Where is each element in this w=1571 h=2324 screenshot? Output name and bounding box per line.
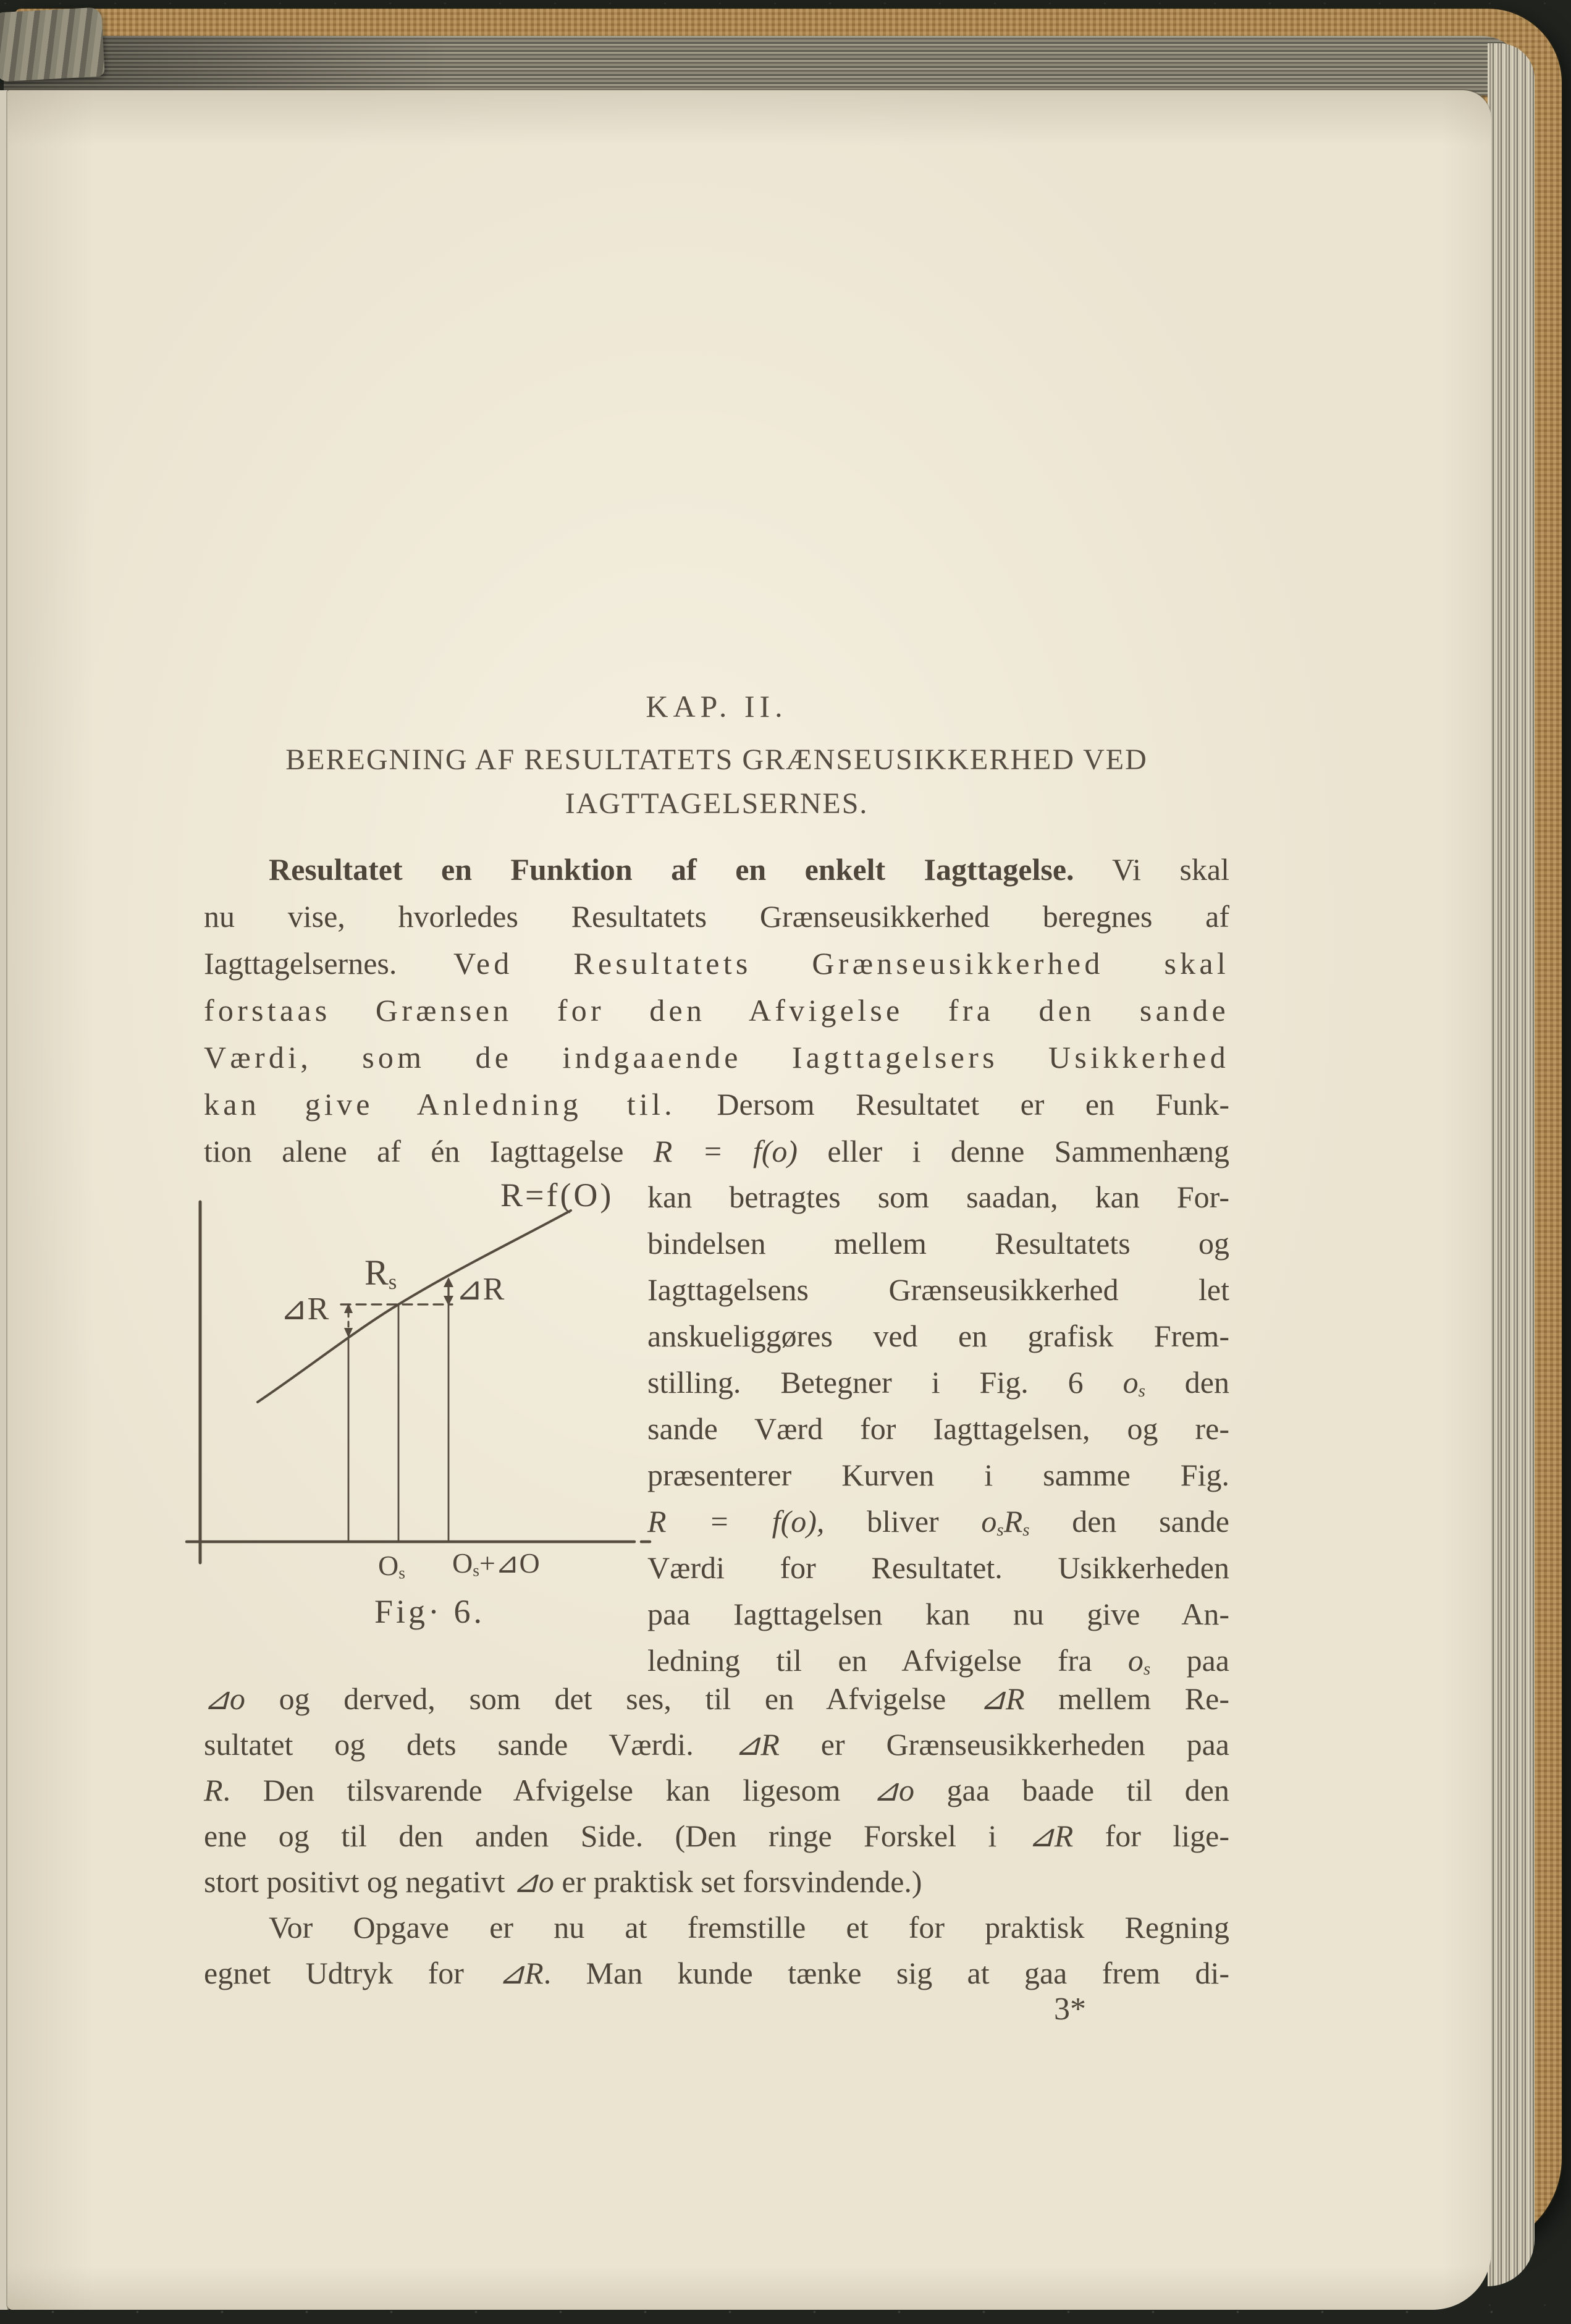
text-segment: ledning til en Afvigelse fra xyxy=(647,1643,1128,1678)
osdo-subscript: s xyxy=(473,1560,479,1580)
paragraph-beside-figure xyxy=(647,1174,1229,1684)
text-segment: den xyxy=(1145,1365,1229,1400)
text-segment: Iagttagelsernes. xyxy=(204,946,453,981)
figure-curve-label: R=f(O) xyxy=(500,1177,614,1214)
text-segment: ⊿o xyxy=(512,1864,554,1899)
text-segment: bliver xyxy=(824,1504,982,1539)
text-segment: Dersom Resultatet er en Funk- xyxy=(675,1087,1229,1122)
chapter-title-line2: IAGTTAGELSERNES. xyxy=(565,787,869,820)
text-line xyxy=(204,1081,1229,1128)
text-line xyxy=(204,1904,1229,1950)
text-line xyxy=(647,1174,1229,1220)
text-segment: Vor Opgave er nu at fremstille et for praktisk Regning xyxy=(269,1910,1229,1945)
text-segment: præsenterer Kurven i samme Fig. xyxy=(647,1458,1229,1492)
text-segment: stort positivt og negativt xyxy=(204,1864,513,1899)
text-segment: R = f(o), xyxy=(647,1504,825,1539)
text-segment: Vi skal xyxy=(1074,852,1229,887)
text-segment: eller i denne Sammenhæng xyxy=(798,1134,1229,1168)
text-line xyxy=(647,1452,1229,1498)
text-segment: ene og til den anden Side. (Den ringe Forskel i xyxy=(204,1819,1029,1853)
text-segment: og derved, som det ses, til en Afvigelse xyxy=(245,1681,980,1716)
figure-delta-r-right-label: ⊿R xyxy=(456,1272,505,1307)
text-line xyxy=(204,1813,1229,1859)
lead-paragraph xyxy=(204,846,1229,1175)
text-segment: er praktisk set forsvindende.) xyxy=(554,1864,922,1899)
text-segment: . Man kunde tænke sig at gaa frem di- xyxy=(543,1956,1229,1990)
text-segment: Iagttagelsens Grænseusikkerhed let xyxy=(647,1272,1229,1307)
text-line xyxy=(204,1034,1229,1081)
os-subscript: s xyxy=(398,1563,405,1582)
text-segment: kan give Anledning til. xyxy=(204,1087,676,1122)
chapter-number: KAP. II. xyxy=(646,689,788,724)
text-line xyxy=(647,1545,1229,1591)
text-line xyxy=(204,1767,1229,1813)
text-segment: egnet Udtryk for xyxy=(204,1956,499,1990)
text-segment: Værdi, som de indgaaende Iagttagelsers Usikkerhed xyxy=(204,1040,1229,1075)
page-edges-top xyxy=(4,36,1525,95)
text-segment: ⊿o xyxy=(204,1681,245,1716)
text-segment: bindelsen mellem Resultatets og xyxy=(647,1226,1229,1261)
figure-rs-label xyxy=(364,1255,397,1293)
page-edges-right xyxy=(1488,43,1535,2286)
text-segment: anskueliggøres ved en grafisk Frem- xyxy=(647,1319,1229,1353)
text-segment: paa Iagttagelsen kan nu give An- xyxy=(647,1597,1229,1631)
text-segment: R xyxy=(204,1773,223,1807)
text-line xyxy=(647,1220,1229,1267)
text-segment: ⊿R xyxy=(980,1681,1025,1716)
signature-mark: 3* xyxy=(1054,1992,1086,2027)
text-segment: forstaas Grænsen for den Afvigelse fra den sande xyxy=(204,993,1229,1028)
text-segment: R xyxy=(1003,1504,1023,1539)
os-base: O xyxy=(378,1550,399,1581)
text-segment: den sande xyxy=(1029,1504,1229,1539)
text-line xyxy=(647,1359,1229,1406)
text-line xyxy=(204,987,1229,1034)
text-segment: paa xyxy=(1150,1643,1229,1678)
text-segment: er Grænseusikkerheden paa xyxy=(779,1727,1229,1762)
text-line xyxy=(647,1498,1229,1545)
figure-6 xyxy=(179,1171,667,1653)
text-line xyxy=(204,893,1229,940)
text-segment: for lige- xyxy=(1073,1819,1229,1853)
text-segment: stilling. Betegner i Fig. 6 xyxy=(647,1365,1123,1400)
figure-6-plot xyxy=(179,1171,667,1653)
figure-x-label-os xyxy=(378,1552,405,1581)
text-line xyxy=(647,1591,1229,1637)
text-segment: mellem Re- xyxy=(1024,1681,1229,1716)
text-line xyxy=(204,1950,1229,1996)
rs-base: R xyxy=(364,1253,389,1293)
text-segment: tion alene af én Iagttagelse xyxy=(204,1134,654,1168)
text-line xyxy=(647,1313,1229,1359)
text-segment: o xyxy=(1122,1365,1139,1400)
text-line xyxy=(647,1267,1229,1313)
text-segment: s xyxy=(1143,1658,1151,1679)
text-segment: ⊿R xyxy=(735,1727,780,1762)
text-segment: s xyxy=(1022,1519,1030,1540)
text-segment: sande Værd for Iagttagelsen, og re- xyxy=(647,1411,1229,1446)
bottom-paragraph xyxy=(204,1676,1229,1996)
text-line xyxy=(204,1128,1229,1175)
text-segment: ⊿R xyxy=(499,1956,544,1990)
osdo-rest: +⊿O xyxy=(479,1547,540,1579)
text-segment: R = f(o) xyxy=(653,1134,798,1168)
text-segment: Værdi for Resultatet. Usikkerheden xyxy=(647,1550,1229,1585)
spine-headband xyxy=(0,7,105,82)
rs-subscript: s xyxy=(388,1269,397,1294)
text-segment: o xyxy=(981,1504,997,1539)
text-line xyxy=(204,940,1229,987)
chapter-title-line1: BEREGNING AF RESULTATETS GRÆNSEUSIKKERHED VED xyxy=(285,743,1148,776)
text-segment: ⊿R xyxy=(1028,1819,1074,1853)
text-line xyxy=(647,1406,1229,1452)
text-segment: o xyxy=(1127,1643,1144,1678)
figure-caption: Fig· 6. xyxy=(374,1593,486,1630)
text-segment: s xyxy=(1138,1380,1145,1401)
text-line xyxy=(204,1859,1229,1904)
text-segment: kan betragtes som saadan, kan For- xyxy=(647,1180,1229,1214)
text-segment: s xyxy=(996,1519,1004,1540)
text-line xyxy=(204,1722,1229,1767)
text-segment: . Den tilsvarende Afvigelse kan ligesom xyxy=(222,1773,874,1807)
text-segment: ⊿o xyxy=(873,1773,914,1807)
figure-delta-r-left-label: ⊿R xyxy=(280,1291,329,1327)
osdo-base: O xyxy=(452,1547,473,1579)
text-line xyxy=(204,1676,1229,1722)
text-line xyxy=(204,846,1229,893)
text-segment: sultatet og dets sande Værdi. xyxy=(204,1727,735,1762)
figure-x-label-os-plus-delta-o xyxy=(452,1549,540,1579)
book-page xyxy=(7,90,1491,2310)
text-segment: Resultatet en Funktion af en enkelt Iagttagelse. xyxy=(269,852,1074,887)
text-segment: Ved Resultatets Grænseusikkerhed skal xyxy=(453,946,1230,981)
text-segment: nu vise, hvorledes Resultatets Grænseusikkerhed beregnes af xyxy=(204,899,1229,934)
text-segment: gaa baade til den xyxy=(914,1773,1229,1807)
